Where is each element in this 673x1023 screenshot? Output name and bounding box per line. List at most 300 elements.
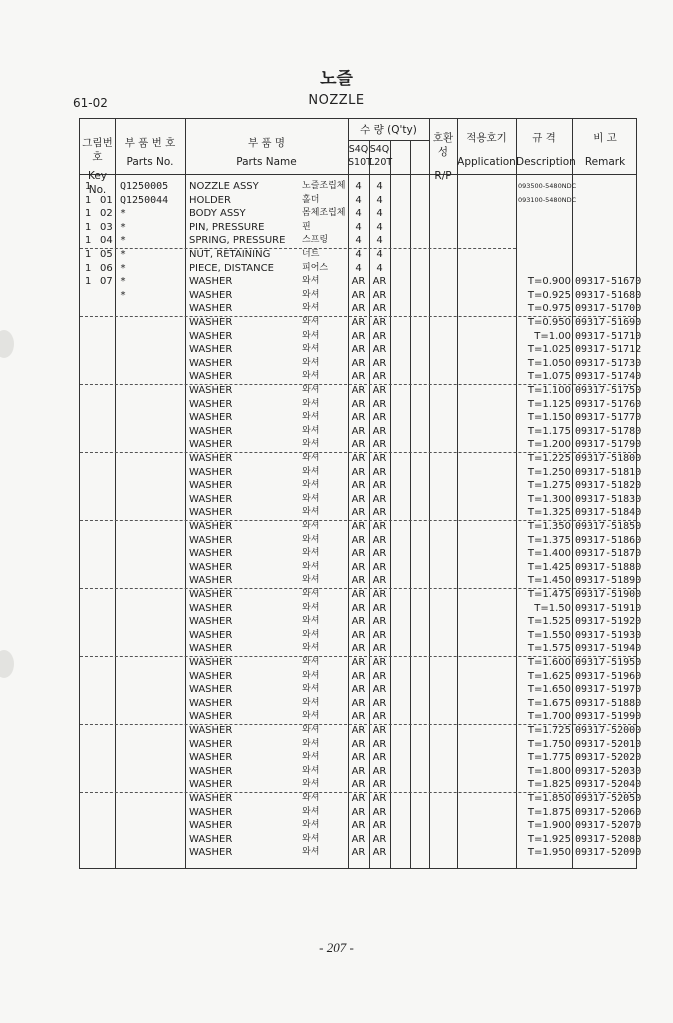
row-ko-cell: 와셔: [302, 711, 320, 722]
row-desc-cell: T=1.925: [527, 833, 571, 845]
row-name-cell: WASHER: [189, 847, 233, 859]
row-name-cell: WASHER: [189, 439, 233, 451]
row-q2-cell: AR: [372, 725, 387, 736]
row-name-cell: BODY ASSY: [189, 208, 246, 220]
row-q2-cell: AR: [372, 493, 387, 505]
row-q2-cell: AR: [372, 602, 387, 614]
row-ko-cell: 와셔: [302, 453, 320, 463]
row-q2-cell: AR: [372, 561, 387, 573]
application-header: [457, 131, 516, 169]
parts-no-header-ko: 부 품 번 호: [124, 137, 176, 149]
row-desc-cell: T=1.550: [527, 629, 571, 641]
row-name-cell: PIN, PRESSURE: [189, 221, 265, 233]
row-remark-cell: 09317-51800: [575, 453, 642, 464]
row-remark-cell: 09317-52050: [575, 793, 642, 804]
row-q2-cell: 4: [376, 181, 383, 192]
row-q1-cell: AR: [351, 453, 366, 464]
description-header: [516, 131, 576, 169]
remark-header-en: Remark: [584, 156, 626, 168]
page-section-number: 61-02: [73, 96, 108, 110]
row-ko-cell: 와셔: [302, 493, 320, 504]
row-key-cell: 1: [85, 181, 92, 192]
row-q1-cell: AR: [351, 643, 366, 655]
row-q2-cell: AR: [372, 412, 387, 424]
row-ko-cell: 와셔: [302, 303, 320, 314]
row-name-cell: WASHER: [189, 725, 233, 736]
application-header-en: Application: [457, 156, 516, 168]
row-q1-cell: 4: [355, 181, 362, 192]
row-name-cell: WASHER: [189, 493, 233, 505]
row-remark-cell: 09317-51830: [575, 493, 642, 505]
row-remark-cell: 09317-51810: [575, 466, 642, 478]
row-sub-cell: 01: [100, 194, 113, 206]
row-desc-cell: T=0.975: [527, 303, 571, 315]
row-name-cell: WASHER: [189, 779, 233, 791]
parts-no-header-en: Parts No.: [126, 156, 174, 168]
header-bottom-line: [80, 174, 636, 175]
row-q1-cell: AR: [351, 425, 366, 437]
row-q1-cell: AR: [351, 561, 366, 573]
row-ko-cell: 와셔: [302, 521, 320, 531]
row-ko-cell: 와셔: [302, 466, 320, 477]
row-ko-cell: 와셔: [302, 697, 320, 708]
row-q1-cell: AR: [351, 493, 366, 505]
row-name-cell: WASHER: [189, 534, 233, 546]
row-ko-cell: 와셔: [302, 752, 320, 763]
row-desc-cell: T=1.650: [527, 684, 571, 696]
page-title: NOZZLE: [308, 93, 365, 108]
row-ko-cell: 핀: [302, 221, 311, 232]
row-q1-cell: AR: [351, 466, 366, 478]
row-q1-cell: AR: [351, 806, 366, 818]
row-name-cell: WASHER: [189, 425, 233, 437]
row-q2-cell: AR: [372, 548, 387, 560]
row-name-cell: WASHER: [189, 793, 233, 804]
qty-col2-header: [369, 143, 393, 169]
row-name-cell: WASHER: [189, 833, 233, 845]
row-desc-cell: T=1.275: [527, 480, 571, 492]
row-name-cell: WASHER: [189, 575, 233, 587]
parts-name-header-ko: 부 품 명: [247, 137, 286, 149]
row-ko-cell: 와셔: [302, 657, 320, 667]
row-desc-cell: T=1.100: [527, 385, 571, 396]
row-desc-cell: T=1.525: [527, 616, 571, 628]
rp-header: [429, 131, 457, 183]
row-q2-cell: AR: [372, 439, 387, 451]
row-q1-cell: AR: [351, 697, 366, 709]
description-header-ko: 규 격: [532, 132, 556, 144]
row-q1-cell: AR: [351, 847, 366, 859]
row-remark-cell: 09317-52000: [575, 725, 642, 736]
row-desc-cell: T=1.450: [527, 575, 571, 587]
row-q2-cell: AR: [372, 629, 387, 641]
row-q1-cell: AR: [351, 602, 366, 614]
row-q1-cell: AR: [351, 303, 366, 315]
row-remark-cell: 09317-51740: [575, 371, 642, 383]
row-name-cell: WASHER: [189, 697, 233, 709]
row-remark-cell: 09317-51780: [575, 425, 642, 437]
row-ko-cell: 와셔: [302, 371, 320, 382]
qty-col2-model: S4Q: [369, 144, 390, 155]
row-name-cell: NOZZLE ASSY: [189, 181, 259, 192]
row-q2-cell: AR: [372, 589, 387, 600]
row-q1-cell: 4: [355, 235, 362, 247]
row-ko-cell: 와셔: [302, 276, 320, 287]
row-q2-cell: AR: [372, 833, 387, 845]
row-remark-cell: 09317-51700: [575, 303, 642, 315]
row-q1-cell: AR: [351, 276, 366, 288]
row-desc-cell: T=1.150: [527, 412, 571, 424]
row-name-cell: SPRING, PRESSURE: [189, 235, 286, 247]
row-remark-cell: 09317-51920: [575, 616, 642, 628]
row-name-cell: WASHER: [189, 317, 233, 328]
row-ko-cell: 와셔: [302, 806, 320, 817]
row-desc-cell: T=1.325: [527, 507, 571, 519]
row-q1-cell: AR: [351, 629, 366, 641]
row-remark-cell: 09317-52040: [575, 779, 642, 791]
col-divider: [115, 119, 116, 868]
row-q2-cell: AR: [372, 575, 387, 587]
row-q2-cell: AR: [372, 643, 387, 655]
row-q1-cell: AR: [351, 507, 366, 519]
row-name-cell: WASHER: [189, 480, 233, 492]
row-ko-cell: 와셔: [302, 725, 320, 735]
row-name-cell: WASHER: [189, 371, 233, 383]
row-q2-cell: AR: [372, 820, 387, 832]
row-remark-cell: 09317-51910: [575, 602, 642, 614]
row-ko-cell: 와셔: [302, 670, 320, 681]
row-remark-cell: 09317-51950: [575, 657, 642, 668]
row-q1-cell: AR: [351, 344, 366, 356]
row-q2-cell: 4: [376, 235, 383, 247]
row-q1-cell: AR: [351, 765, 366, 777]
row-ko-cell: 와셔: [302, 289, 320, 300]
row-part-cell: *: [120, 289, 127, 301]
row-q2-cell: AR: [372, 684, 387, 696]
row-desc-cell: T=1.675: [527, 697, 571, 709]
row-q1-cell: AR: [351, 480, 366, 492]
row-q1-cell: AR: [351, 412, 366, 424]
row-q2-cell: 4: [376, 208, 383, 220]
row-name-cell: WASHER: [189, 765, 233, 777]
row-q2-cell: 4: [376, 262, 383, 274]
row-sub-cell: 04: [100, 235, 113, 247]
row-q2-cell: AR: [372, 765, 387, 777]
row-part-cell: *: [120, 221, 127, 233]
row-name-cell: WASHER: [189, 453, 233, 464]
row-desc-cell: T=1.375: [527, 534, 571, 546]
row-desc-cell: T=1.775: [527, 752, 571, 764]
row-q1-cell: AR: [351, 711, 366, 723]
row-remark-cell: 09317-51900: [575, 589, 642, 600]
row-q1-cell: AR: [351, 752, 366, 764]
row-sub-cell: 06: [100, 262, 113, 274]
col-divider: [457, 119, 458, 868]
row-desc-cell: T=1.050: [527, 357, 571, 369]
qty-col1-header: [348, 143, 372, 169]
remark-header-ko: 비 고: [593, 132, 617, 144]
row-name-cell: WASHER: [189, 289, 233, 301]
row-q1-cell: AR: [351, 670, 366, 682]
row-sub-cell: 05: [100, 249, 113, 260]
row-q1-cell: AR: [351, 725, 366, 736]
row-name-cell: WASHER: [189, 385, 233, 396]
row-desc-cell: T=1.750: [527, 738, 571, 750]
row-remark-cell: 09317-52080: [575, 833, 642, 845]
key-no-header-ko: 그림번호: [82, 137, 113, 163]
row-desc-cell: T=1.025: [527, 344, 571, 356]
row-remark-cell: 09317-51730: [575, 357, 642, 369]
row-q2-cell: AR: [372, 480, 387, 492]
row-desc-cell: T=1.300: [527, 493, 571, 505]
row-q1-cell: AR: [351, 289, 366, 301]
row-remark-cell: 09317-51712: [575, 344, 642, 356]
row-ko-cell: 와셔: [302, 820, 320, 831]
col-divider: [410, 140, 411, 868]
row-desc-cell: T=1.475: [527, 589, 571, 600]
row-remark-cell: 09317-51690: [575, 317, 642, 328]
row-q2-cell: AR: [372, 752, 387, 764]
row-ko-cell: 와셔: [302, 548, 320, 559]
row-q1-cell: 4: [355, 249, 362, 260]
row-q1-cell: 4: [355, 221, 362, 233]
row-name-cell: WASHER: [189, 820, 233, 832]
row-q2-cell: 4: [376, 221, 383, 233]
row-ko-cell: 와셔: [302, 643, 320, 654]
row-desc-cell: T=1.50: [534, 602, 571, 614]
row-q1-cell: AR: [351, 575, 366, 587]
row-q1-cell: AR: [351, 371, 366, 383]
row-remark-cell: 09317-52020: [575, 752, 642, 764]
row-name-cell: WASHER: [189, 521, 233, 532]
row-desc-cell: 093100-5480NDC: [518, 195, 577, 204]
row-ko-cell: 와셔: [302, 684, 320, 695]
row-remark-cell: 09317-51890: [575, 575, 642, 587]
row-remark-cell: 09317-51940: [575, 643, 642, 655]
qty-header: 수 량 (Q'ty): [360, 124, 417, 136]
row-key-cell: 1: [85, 235, 92, 247]
row-q2-cell: AR: [372, 398, 387, 410]
row-ko-cell: 와셔: [302, 330, 320, 341]
row-desc-cell: T=1.800: [527, 765, 571, 777]
row-ko-cell: 와셔: [302, 765, 320, 776]
row-ko-cell: 피어스: [302, 262, 329, 273]
row-name-cell: WASHER: [189, 276, 233, 288]
row-remark-cell: 09317-51770: [575, 412, 642, 424]
row-ko-cell: 와셔: [302, 738, 320, 749]
row-name-cell: WASHER: [189, 657, 233, 668]
row-name-cell: WASHER: [189, 602, 233, 614]
row-q2-cell: AR: [372, 276, 387, 288]
qty-col1-type: S10T: [348, 157, 372, 168]
row-name-cell: WASHER: [189, 629, 233, 641]
row-q2-cell: AR: [372, 738, 387, 750]
row-remark-cell: 09317-52070: [575, 820, 642, 832]
row-name-cell: WASHER: [189, 670, 233, 682]
row-q2-cell: AR: [372, 507, 387, 519]
row-ko-cell: 와셔: [302, 317, 320, 327]
row-part-cell: *: [120, 235, 127, 247]
row-key-cell: 1: [85, 194, 92, 206]
row-key-cell: 1: [85, 249, 92, 260]
row-ko-cell: 와셔: [302, 412, 320, 423]
description-header-en: Description: [516, 156, 576, 168]
punch-hole-bottom: [0, 650, 14, 678]
row-remark-cell: 09317-51670: [575, 276, 642, 288]
row-ko-cell: 와셔: [302, 398, 320, 409]
rp-header-en: R/P: [434, 170, 452, 182]
row-name-cell: WASHER: [189, 643, 233, 655]
row-remark-cell: 09317-51970: [575, 684, 642, 696]
row-q2-cell: AR: [372, 289, 387, 301]
row-desc-cell: T=1.200: [527, 439, 571, 451]
col-divider: [390, 140, 391, 868]
row-remark-cell: 09317-51960: [575, 670, 642, 682]
row-q1-cell: AR: [351, 330, 366, 342]
row-desc-cell: T=1.400: [527, 548, 571, 560]
row-q2-cell: 4: [376, 194, 383, 206]
row-desc-cell: T=1.225: [527, 453, 571, 464]
parts-no-header: [115, 136, 185, 169]
row-name-cell: PIECE, DISTANCE: [189, 262, 274, 274]
row-ko-cell: 스프링: [302, 235, 329, 246]
row-part-cell: *: [120, 276, 127, 288]
row-name-cell: WASHER: [189, 507, 233, 519]
row-remark-cell: 09317-51850: [575, 521, 642, 532]
row-remark-cell: 09317-51710: [575, 330, 642, 342]
row-q1-cell: AR: [351, 548, 366, 560]
row-desc-cell: T=1.700: [527, 711, 571, 723]
row-name-cell: WASHER: [189, 398, 233, 410]
row-remark-cell: 09317-51880: [575, 561, 642, 573]
row-desc-cell: T=1.075: [527, 371, 571, 383]
row-q2-cell: AR: [372, 711, 387, 723]
row-q1-cell: AR: [351, 534, 366, 546]
row-desc-cell: T=1.900: [527, 820, 571, 832]
rp-header-ko: 호환성: [432, 132, 454, 158]
row-part-cell: Q1250005: [120, 181, 169, 192]
row-remark-cell: 09317-52010: [575, 738, 642, 750]
row-desc-cell: T=0.950: [527, 317, 571, 328]
row-desc-cell: T=1.850: [527, 793, 571, 804]
row-name-cell: WASHER: [189, 344, 233, 356]
row-q2-cell: AR: [372, 847, 387, 859]
row-desc-cell: T=0.900: [527, 276, 571, 288]
row-q1-cell: AR: [351, 684, 366, 696]
row-name-cell: HOLDER: [189, 194, 231, 206]
row-key-cell: 1: [85, 208, 92, 220]
parts-table: [79, 118, 642, 869]
row-q2-cell: AR: [372, 371, 387, 383]
row-remark-cell: 09317-52090: [575, 847, 642, 859]
row-desc-cell: T=1.125: [527, 398, 571, 410]
row-part-cell: *: [120, 208, 127, 220]
parts-name-header-en: Parts Name: [236, 156, 297, 168]
row-ko-cell: 몸체조립체: [302, 208, 346, 219]
row-desc-cell: 093500-5480NDC: [518, 182, 577, 190]
row-remark-cell: 09317-51820: [575, 480, 642, 492]
row-q2-cell: AR: [372, 425, 387, 437]
row-name-cell: WASHER: [189, 548, 233, 560]
application-header-ko: 적용호기: [466, 132, 507, 144]
row-q1-cell: AR: [351, 779, 366, 791]
row-key-cell: 1: [85, 276, 92, 288]
qty-col1-model: S4Q: [348, 144, 369, 155]
row-q1-cell: AR: [351, 439, 366, 451]
row-ko-cell: 와셔: [302, 344, 320, 355]
row-desc-cell: T=0.925: [527, 289, 571, 301]
row-remark-cell: 09317-51880: [575, 697, 642, 709]
row-q1-cell: AR: [351, 589, 366, 600]
row-name-cell: WASHER: [189, 616, 233, 628]
row-q2-cell: AR: [372, 357, 387, 369]
row-remark-cell: 09317-51750: [575, 385, 642, 396]
row-sub-cell: 07: [100, 276, 113, 288]
row-key-cell: 1: [85, 262, 92, 274]
row-desc-cell: T=1.00: [534, 330, 571, 342]
row-ko-cell: 와셔: [302, 561, 320, 572]
row-remark-cell: 09317-51990: [575, 711, 642, 723]
row-ko-cell: 와셔: [302, 602, 320, 613]
row-ko-cell: 너트: [302, 249, 320, 259]
row-remark-cell: 09317-52060: [575, 806, 642, 818]
row-part-cell: Q1250044: [120, 194, 169, 206]
row-ko-cell: 와셔: [302, 629, 320, 640]
row-q2-cell: AR: [372, 330, 387, 342]
row-q2-cell: 4: [376, 249, 383, 260]
row-q1-cell: AR: [351, 317, 366, 328]
row-q2-cell: AR: [372, 657, 387, 668]
row-q2-cell: AR: [372, 385, 387, 396]
row-ko-cell: 와셔: [302, 480, 320, 491]
row-desc-cell: T=1.425: [527, 561, 571, 573]
row-name-cell: WASHER: [189, 466, 233, 478]
row-ko-cell: 와셔: [302, 779, 320, 790]
row-q2-cell: AR: [372, 793, 387, 804]
row-remark-cell: 09317-51860: [575, 534, 642, 546]
key-no-header-en: Key No.: [87, 170, 108, 196]
row-ko-cell: 홀더: [302, 194, 320, 205]
row-ko-cell: 와셔: [302, 507, 320, 518]
row-q2-cell: AR: [372, 670, 387, 682]
row-name-cell: WASHER: [189, 412, 233, 424]
row-name-cell: WASHER: [189, 738, 233, 750]
row-name-cell: WASHER: [189, 752, 233, 764]
row-q1-cell: AR: [351, 820, 366, 832]
row-q2-cell: AR: [372, 534, 387, 546]
row-q1-cell: AR: [351, 793, 366, 804]
row-q1-cell: AR: [351, 398, 366, 410]
row-ko-cell: 와셔: [302, 534, 320, 545]
row-q1-cell: AR: [351, 833, 366, 845]
col-divider: [572, 119, 573, 868]
qty-header-line: [348, 140, 429, 141]
row-remark-cell: 09317-51930: [575, 629, 642, 641]
row-q2-cell: AR: [372, 466, 387, 478]
row-ko-cell: 와셔: [302, 847, 320, 858]
col-divider: [429, 119, 430, 868]
row-name-cell: WASHER: [189, 330, 233, 342]
qty-col2-type: L20T: [369, 157, 393, 168]
page-title-korean: 노즐: [320, 69, 353, 89]
row-ko-cell: 노즐조립체: [302, 181, 346, 191]
row-sub-cell: 03: [100, 221, 113, 233]
row-q1-cell: 4: [355, 194, 362, 206]
row-name-cell: WASHER: [189, 303, 233, 315]
row-remark-cell: 09317-51790: [575, 439, 642, 451]
row-ko-cell: 와셔: [302, 425, 320, 436]
row-q1-cell: AR: [351, 521, 366, 532]
